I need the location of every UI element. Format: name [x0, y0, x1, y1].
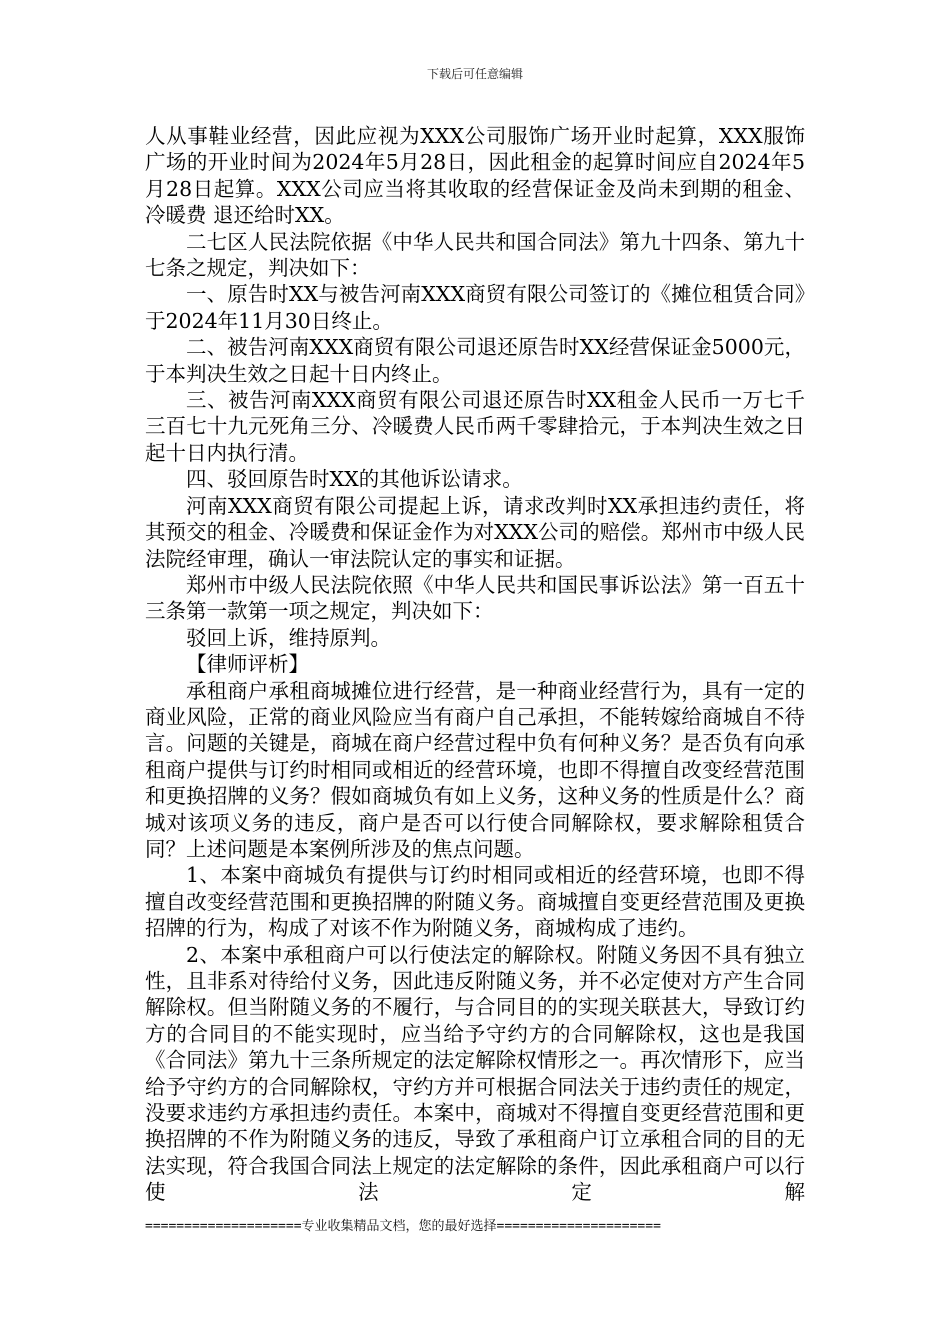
- paragraph: 三、被告河南XXX商贸有限公司退还原告时XX租金人民币一万七千三百七十九元死角三分、冷暖费人民币两千零肆拾元，于本判决生效之日起十日内执行清。: [145, 388, 805, 465]
- paragraph: 一、原告时XX与被告河南XXX商贸有限公司签订的《摊位租赁合同》于2024年11月30日终止。: [145, 282, 805, 333]
- paragraph: 2、本案中承租商户可以行使法定的解除权。附随义务因不具有独立性，且非系对待给付义务，因此违反附随义务，并不必定使对方产生合同解除权。但当附随义务的不履行，与合同目的的实现关联甚大，导致订约方的合同目的不能实现时，应当给予守约方的合同解除权，这也是我国《合同法》第九十三条所规定的法定解除权情形之一。再次情形下，应当给予守约方的合同解除权，守约方并可根据合同法关于违约责任的规定，没要求违约方承担违约责任。本案中，商城对不得擅自变更经营范围和更换招牌的不作为附随义务的违反，导致了承租商户订立承租合同的目的无法实现，符合我国合同法上规定的法定解除的条件，因此承租商户可以行使法定解: [145, 942, 805, 1205]
- paragraph: 二七区人民法院依据《中华人民共和国合同法》第九十四条、第九十七条之规定，判决如下：: [145, 229, 805, 281]
- paragraph: 二、被告河南XXX商贸有限公司退还原告时XX经营保证金5000元，于本判决生效之日起十日内终止。: [145, 335, 805, 386]
- page-header: 下载后可任意编辑: [426, 67, 523, 81]
- paragraph: 驳回上诉，维持原判。: [186, 625, 391, 650]
- paragraph: 郑州市中级人民法院依照《中华人民共和国民事诉讼法》第一百五十三条第一款第一项之规定，判决如下：: [145, 572, 805, 624]
- paragraph: 承租商户承租商城摊位进行经营，是一种商业经营行为，具有一定的商业风险，正常的商业风险应当有商户自己承担，不能转嫁给商城自不待言。问题的关键是，商城在商户经营过程中负有何种义务？是否负有向承租商户提供与订约时相同或相近的经营环境，也即不得擅自改变经营范围和更换招牌的义务？假如商城负有如上义务，这种义务的性质是什么？商城对该项义务的违反，商户是否可以行使合同解除权，要求解除租赁合同？上述问题是本案例所涉及的焦点问题。: [145, 678, 805, 861]
- paragraph: 四、驳回原告时XX的其他诉讼请求。: [186, 467, 523, 492]
- paragraph: 河南XXX商贸有限公司提起上诉，请求改判时XX承担违约责任，将其预交的租金、冷暖费和保证金作为对XXX公司的赔偿。郑州市中级人民法院经审理，确认一审法院认定的事实和证据。: [145, 493, 805, 571]
- page-footer: ====================专业收集精品文档，您的最好选择=====================: [145, 1219, 661, 1234]
- paragraph: 人从事鞋业经营，因此应视为XXX公司服饰广场开业时起算，XXX服饰广场的开业时间为2024年5月28日，因此租金的起算时间应自2024年5月28日起算。XXX公司应当将其收取的经营保证金及尚未到期的租金、冷暖费 退还给时XX。: [145, 124, 805, 228]
- section-heading: 【律师评析】: [186, 652, 309, 677]
- document-body: [145, 123, 805, 1206]
- paragraph: 1、本案中商城负有提供与订约时相同或相近的经营环境，也即不得擅自改变经营范围和更换招牌的附随义务。商城擅自变更经营范围及更换招牌的行为，构成了对该不作为附随义务，商城构成了违约。: [145, 863, 805, 941]
